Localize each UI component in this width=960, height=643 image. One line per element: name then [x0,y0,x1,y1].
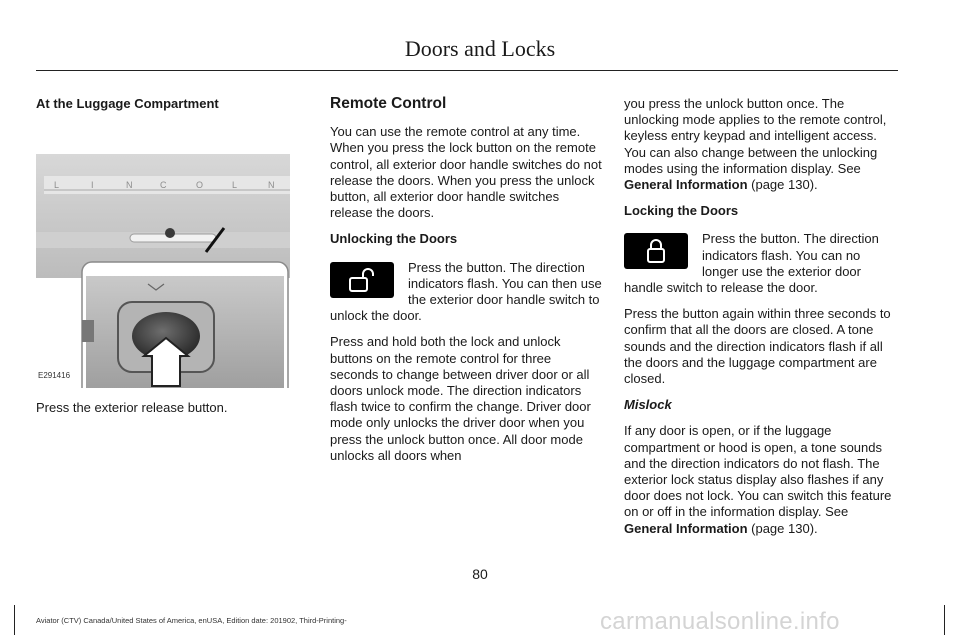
mislock-text [624,423,896,536]
watermark: carmanualsonline.info [600,608,840,635]
remote-control-intro: You can use the remote control at any time. When you press the lock button on the remote control, all exterior door handle switches do not release the doors. When you press the unlock button, all exterior door handle switches release the doors. [330,124,602,221]
column-1 [36,96,292,426]
unlocking-doors-heading: Unlocking the Doors [330,231,458,247]
page-header-title: Doors and Locks [404,36,556,61]
locking-doors-text: Press the button. The direction indicators flash. You can no longer use the exterior door handle switch to release the door. [624,231,879,296]
lincoln-badge-letter-7: N [268,180,275,191]
page-number: 80 [472,566,488,582]
lincoln-badge-letter-3: N [126,180,133,191]
mislock-body: If any door is open, or if the luggage compartment or hood is open, a tone sounds and the direction indicators do not flash. The exterior lock status display also flashes if any door does not lock. You can switch this feature on or off in the information display. See [624,423,892,520]
unlocking-doors-text: Press the button. The direction indicators flash. You can then use the exterior door handle switch to unlock the door. [330,259,602,324]
unlock-mode-text: Press and hold both the lock and unlock buttons on the remote control for three seconds to change between driver door or all doors unlock mode. The direction indicators flash twice to confirm the change. Driver door mode only unlocks the driver door when you press the unlock button once. All door mode unlocks all doors when [330,334,591,463]
remote-control-heading: Remote Control [330,95,447,112]
crop-mark-left [14,605,15,635]
header-divider [36,70,898,71]
column-3 [624,96,896,547]
luggage-release-illustration [36,124,290,388]
image-code: E291416 [38,371,71,380]
lincoln-badge-letter-2: I [91,180,94,191]
press-again-text: Press the button again within three seconds to confirm that all the doors are closed. A tone sounds and the direction indicators flash if all the doors and the luggage compartment are closed. [624,306,891,387]
general-information-link-2[interactable]: General Information [624,520,748,536]
mislock-heading: Mislock [624,397,672,413]
tailgate-panel [36,154,290,278]
unlock-mode-continued [624,96,896,193]
edition-footer: Aviator (CTV) Canada/United States of America, enUSA, Edition date: 201902, Third-Printing- [36,616,347,625]
unlock-padlock-icon [330,262,394,298]
luggage-compartment-subheading: At the Luggage Compartment [36,96,219,111]
locking-doors-heading: Locking the Doors [624,203,739,219]
luggage-caption: Press the exterior release button. [36,400,228,416]
lincoln-badge-letter-6: L [232,180,238,191]
column-2 [330,96,602,474]
continued-text: you press the unlock button once. The unlocking mode applies to the remote control, keyless entry keypad and intelligent access. You can also change between the unlocking modes using the information display. See [624,96,887,176]
lincoln-badge-letter-4: C [160,180,167,191]
lincoln-badge-letter-5: O [196,180,204,191]
crop-mark-right [944,605,945,635]
mislock-page-ref: (page 130). [747,520,818,536]
lock-padlock-icon [624,233,688,269]
general-information-link[interactable]: General Information [624,177,748,193]
lincoln-badge-letter-1: L [54,180,60,191]
continued-page-ref: (page 130). [747,177,818,193]
